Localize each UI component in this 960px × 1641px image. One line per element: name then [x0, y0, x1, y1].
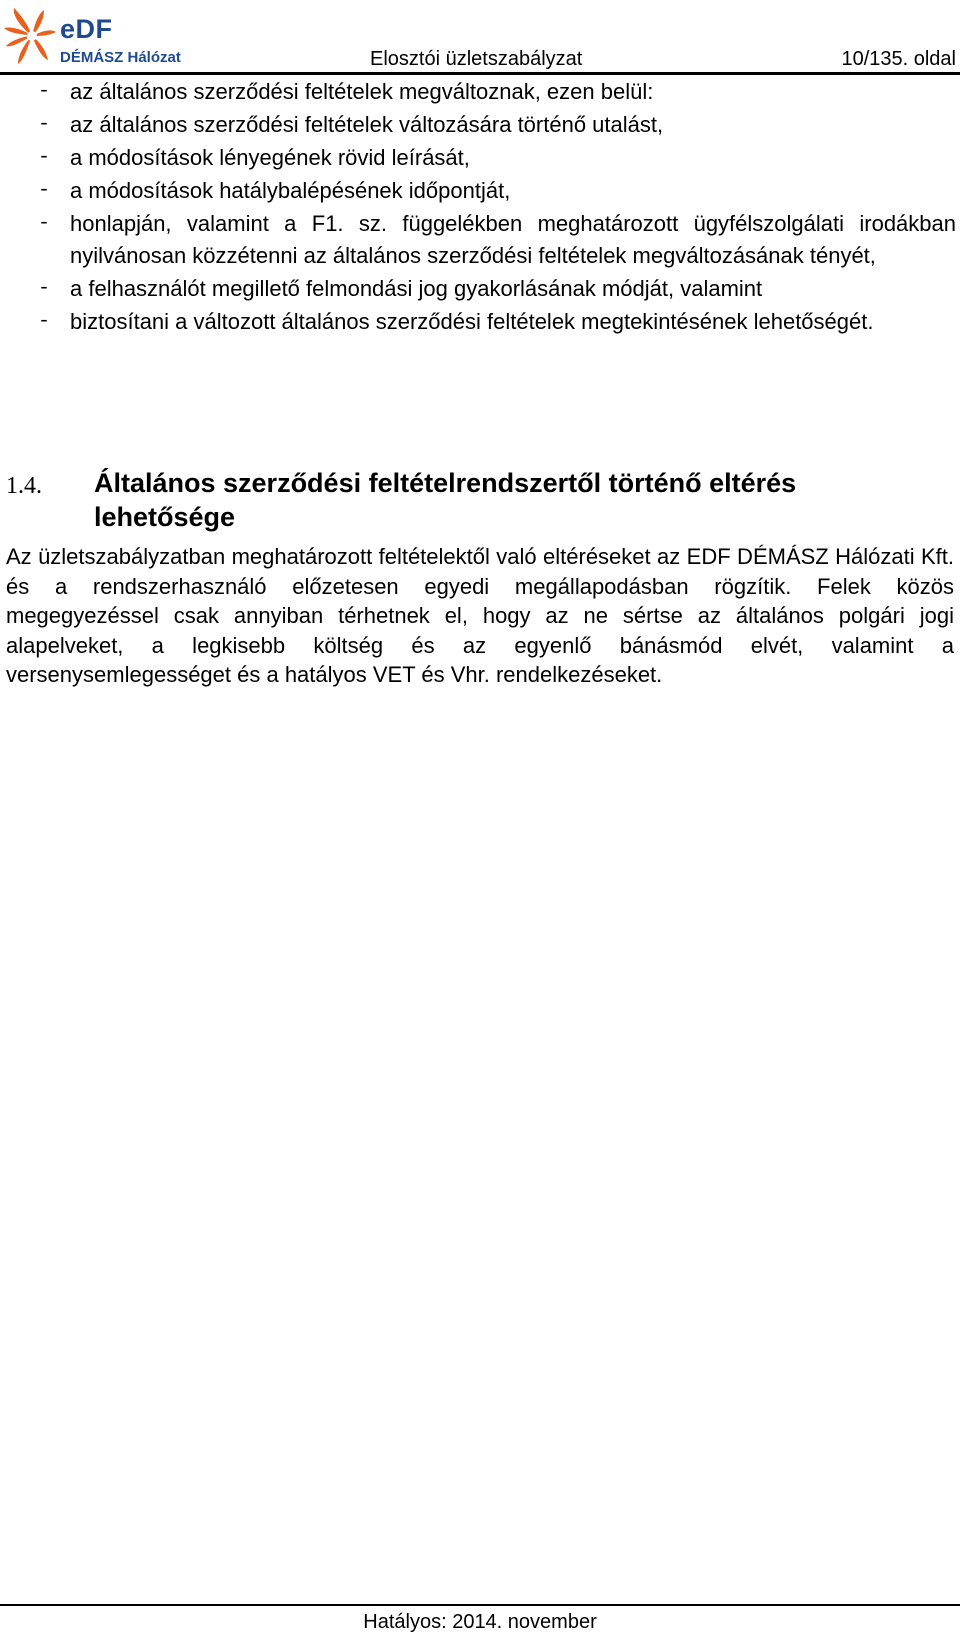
list-item: [0, 306, 960, 338]
bullet-list: [0, 76, 960, 339]
list-item: [0, 175, 960, 207]
dash-icon: -: [38, 179, 51, 202]
header-divider: [0, 72, 960, 75]
list-item-text: az általános szerződési feltételek változására történő utalást,: [70, 112, 664, 137]
footer-divider: [0, 1604, 960, 1606]
edf-sun-logo-icon: [4, 6, 60, 66]
page-header: [0, 0, 960, 74]
section-number: 1.4.: [6, 473, 42, 499]
document-title: Elosztói üzletszabályzat: [370, 48, 583, 70]
footer-effective-date: Hatályos: 2014. november: [363, 1611, 597, 1633]
list-item: [0, 76, 960, 108]
dash-icon: -: [38, 113, 51, 136]
list-item-text: a módosítások hatálybalépésének időpontját,: [70, 178, 511, 203]
dash-icon: -: [38, 146, 51, 169]
edf-logo: [4, 6, 184, 70]
dash-icon: -: [38, 277, 51, 300]
dash-icon: -: [38, 310, 51, 333]
list-item-text: biztosítani a változott általános szerződési feltételek megtekintésének lehetőségét.: [70, 309, 874, 334]
list-item: [0, 273, 960, 305]
list-item: [0, 109, 960, 141]
list-item: [0, 142, 960, 174]
section-title: Általános szerződési feltételrendszertől történő eltérés lehetősége: [94, 468, 797, 532]
list-item-text: a felhasználót megillető felmondási jog gyakorlásának módját, valamint: [70, 276, 763, 301]
page-number: 10/135. oldal: [841, 48, 956, 70]
logo-subtitle: DÉMÁSZ Hálózat: [60, 49, 181, 66]
list-item-text: az általános szerződési feltételek megváltoznak, ezen belül:: [70, 79, 654, 104]
dash-icon: -: [38, 80, 51, 103]
list-item-text: a módosítások lényegének rövid leírását,: [70, 145, 470, 170]
dash-icon: -: [38, 212, 51, 235]
list-item-text: honlapján, valamint a F1. sz. függelékben meghatározott ügyfélszolgálati irodákban nyilvánosan közzétenni az általános szerződési feltételek megváltozásának tényét,: [70, 211, 956, 268]
body-paragraph: Az üzletszabályzatban meghatározott feltételektől való eltéréseket az EDF DÉMÁSZ Hálózati Kft. és a rendszerhasználó előzetesen egyedi megállapodásban rögzítik. Felek közös megegyezéssel csak annyiban térhetnek el, hogy az ne sértse az általános polgári jogi alapelveket, a legkisebb költség és az egyenlő bánásmód elvét, valamint a versenysemlegességet és a hatályos VET és Vhr. rendelkezéseket.: [6, 544, 954, 687]
logo-brand: eDF: [60, 14, 113, 44]
list-item: [0, 208, 960, 272]
